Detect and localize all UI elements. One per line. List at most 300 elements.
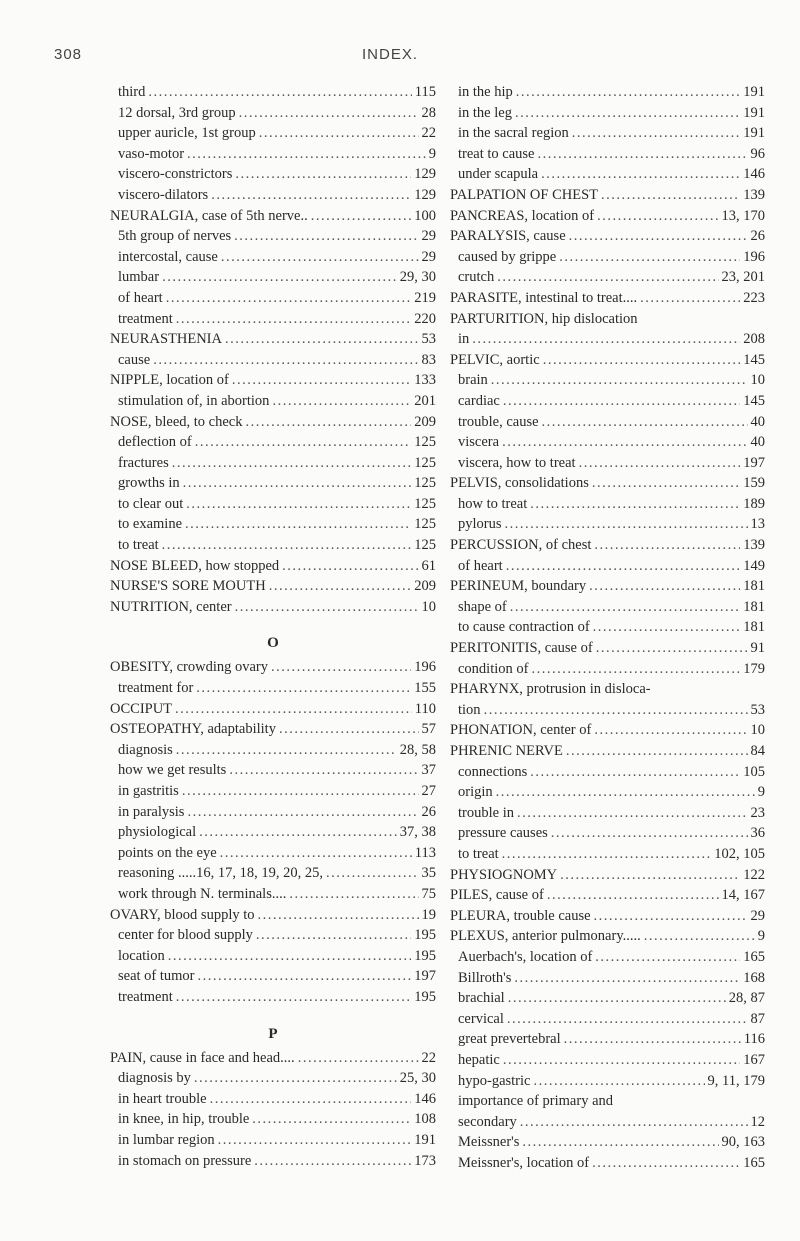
- index-subentry: [450, 947, 765, 968]
- page-reference: 191: [743, 104, 765, 121]
- entry-term: hypo-gastric: [458, 1072, 531, 1089]
- dot-leader: [272, 391, 411, 412]
- index-subentry: [110, 144, 436, 165]
- page-reference: 29: [750, 907, 765, 924]
- dot-leader: [162, 535, 412, 556]
- index-entry: [450, 288, 765, 309]
- index-subentry: [110, 760, 436, 781]
- entry-term: treat to cause: [458, 145, 535, 162]
- entry-term: treatment for: [118, 680, 194, 697]
- page-reference: 125: [414, 537, 436, 554]
- entry-term: origin: [458, 784, 493, 801]
- index-entry: [450, 473, 765, 494]
- page-reference: 9, 11, 179: [707, 1072, 765, 1089]
- dot-leader: [564, 1029, 741, 1050]
- page-reference: 13: [750, 516, 765, 533]
- page-reference: 53: [750, 701, 765, 718]
- dot-leader: [530, 494, 740, 515]
- entry-term: PELVIS, consolidations: [450, 475, 589, 492]
- entry-term: upper auricle, 1st group: [118, 125, 256, 142]
- entry-term: location: [118, 947, 165, 964]
- page-reference: 181: [743, 619, 765, 636]
- dot-leader: [579, 453, 741, 474]
- dot-leader: [279, 719, 419, 740]
- page-reference: 14, 167: [721, 887, 765, 904]
- entry-term: physiological: [118, 824, 197, 841]
- page-reference: 10: [750, 722, 765, 739]
- dot-leader: [220, 843, 412, 864]
- index-subentry: [110, 514, 436, 535]
- index-entry: [450, 185, 765, 206]
- page-title: INDEX.: [362, 46, 419, 63]
- index-subentry: [110, 288, 436, 309]
- page-reference: 146: [414, 1090, 436, 1107]
- page-reference: 129: [414, 166, 436, 183]
- page-reference: 28, 58: [399, 741, 436, 758]
- page-header: [0, 30, 800, 70]
- index-subentry: [110, 822, 436, 843]
- entry-term: of heart: [118, 289, 163, 306]
- index-column-right: [450, 82, 765, 1173]
- entry-term: cause: [118, 351, 151, 368]
- entry-term: brain: [458, 372, 488, 389]
- entry-term: NOSE, bleed, to check: [110, 413, 243, 430]
- index-subentry: [450, 1029, 765, 1050]
- index-subentry: [450, 617, 765, 638]
- entry-term: secondary: [458, 1113, 517, 1130]
- page-reference: 19: [421, 906, 436, 923]
- dot-leader: [595, 947, 740, 968]
- index-entry: [450, 226, 765, 247]
- page-reference: 139: [743, 537, 765, 554]
- entry-term: in knee, in hip, trouble: [118, 1111, 250, 1128]
- entry-term: great prevertebral: [458, 1031, 561, 1048]
- dot-leader: [187, 802, 418, 823]
- page-reference: 220: [414, 310, 436, 327]
- page-reference: 28: [421, 104, 436, 121]
- index-entry: [110, 329, 436, 350]
- entry-term: viscero-constrictors: [118, 166, 233, 183]
- entry-term: tion: [458, 701, 481, 718]
- page-reference: 145: [743, 351, 765, 368]
- index-subentry: [450, 988, 765, 1009]
- entry-term: PANCREAS, location of: [450, 207, 595, 224]
- dot-leader: [194, 1068, 397, 1089]
- dot-leader: [560, 865, 740, 886]
- index-subentry: [450, 659, 765, 680]
- dot-leader: [210, 1089, 412, 1110]
- index-subentry: [110, 103, 436, 124]
- index-entry: [110, 576, 436, 597]
- entry-term: treatment: [118, 988, 173, 1005]
- dot-leader: [185, 514, 411, 535]
- dot-leader: [497, 267, 718, 288]
- page-reference: 61: [421, 557, 436, 574]
- page-reference: 36: [750, 825, 765, 842]
- index-subentry: [450, 968, 765, 989]
- entry-term: 5th group of nerves: [118, 228, 232, 245]
- page-reference: 23, 201: [721, 269, 765, 286]
- index-entry: [450, 906, 765, 927]
- index-subentry: [110, 473, 436, 494]
- dot-leader: [258, 905, 419, 926]
- index-subentry: [450, 329, 765, 350]
- entry-term: OVARY, blood supply to: [110, 906, 255, 923]
- dot-leader: [543, 350, 741, 371]
- entry-term: Billroth's: [458, 969, 512, 986]
- dot-leader: [298, 1048, 419, 1069]
- dot-leader: [186, 494, 411, 515]
- dot-leader: [592, 1153, 740, 1174]
- page-reference: 40: [750, 434, 765, 451]
- index-subentry: [110, 453, 436, 474]
- dot-leader: [601, 185, 740, 206]
- index-subentry: [110, 494, 436, 515]
- entry-term: how we get results: [118, 762, 227, 779]
- index-subentry: [110, 781, 436, 802]
- dot-leader: [148, 82, 411, 103]
- page-reference: 90, 163: [721, 1134, 765, 1151]
- entry-term: in heart trouble: [118, 1090, 207, 1107]
- dot-leader: [183, 473, 412, 494]
- page-reference: 100: [414, 207, 436, 224]
- dot-leader: [182, 781, 419, 802]
- index-entry: [450, 885, 765, 906]
- index-subentry: [450, 1071, 765, 1092]
- page-reference: 9: [757, 928, 765, 945]
- entry-term: NUTRITION, center: [110, 598, 232, 615]
- dot-leader: [592, 473, 740, 494]
- entry-term: lumbar: [118, 269, 160, 286]
- index-subentry: [110, 391, 436, 412]
- dot-leader: [542, 412, 748, 433]
- entry-term: crutch: [458, 269, 495, 286]
- page-reference: 146: [743, 166, 765, 183]
- page-reference: 75: [421, 885, 436, 902]
- dot-leader: [510, 597, 741, 618]
- entry-term: PALPATION OF CHEST: [450, 186, 598, 203]
- dot-leader: [198, 966, 412, 987]
- page-reference: 27: [421, 783, 436, 799]
- entry-term: third: [118, 84, 146, 100]
- index-subentry: [450, 1153, 765, 1174]
- dot-leader: [503, 391, 740, 412]
- entry-term: Meissner's, location of: [458, 1154, 590, 1171]
- page-reference: 57: [421, 721, 436, 738]
- page-reference: 195: [414, 927, 436, 944]
- dot-leader: [218, 1130, 412, 1151]
- index-subentry: [450, 453, 765, 474]
- dot-leader: [502, 432, 747, 453]
- page-reference: 96: [750, 145, 765, 162]
- page-reference: 29, 30: [399, 269, 436, 286]
- page-reference: 191: [743, 84, 765, 100]
- page-reference: 9: [757, 784, 765, 801]
- index-subentry: [450, 597, 765, 618]
- dot-leader: [541, 164, 740, 185]
- index-subentry: [110, 432, 436, 453]
- page-reference: 83: [421, 351, 436, 368]
- index-entry: [110, 370, 436, 391]
- dot-leader: [176, 740, 397, 761]
- entry-term: importance of primary and: [458, 1093, 614, 1110]
- entry-term: to clear out: [118, 495, 184, 512]
- index-subentry: [110, 185, 436, 206]
- page-reference: 22: [421, 125, 436, 142]
- index-entry: [110, 556, 436, 577]
- index-subentry: [450, 267, 765, 288]
- index-subentry: [110, 350, 436, 371]
- page-reference: 22: [421, 1049, 436, 1066]
- page-reference: 125: [414, 434, 436, 451]
- index-entry: [110, 905, 436, 926]
- index-subentry: [450, 514, 765, 535]
- entry-term: points on the eye: [118, 844, 217, 861]
- index-subentry: [110, 802, 436, 823]
- index-subentry: [450, 782, 765, 803]
- entry-term: NURSE'S SORE MOUTH: [110, 578, 266, 595]
- index-subentry: [450, 556, 765, 577]
- dot-leader: [172, 453, 412, 474]
- entry-term: in stomach on pressure: [118, 1152, 252, 1169]
- index-subentry: [110, 1151, 436, 1172]
- page-reference: 23: [750, 804, 765, 821]
- page-number: 308: [54, 46, 83, 63]
- entry-term: PHYSIOGNOMY: [450, 866, 558, 883]
- dot-leader: [175, 699, 412, 720]
- page-reference: 165: [743, 1154, 765, 1171]
- page-reference: 125: [414, 516, 436, 533]
- dot-leader: [271, 657, 411, 678]
- page-reference: 35: [421, 865, 436, 882]
- dot-leader: [538, 144, 748, 165]
- index-subentry: [450, 82, 765, 103]
- page-reference: 37, 38: [399, 824, 436, 841]
- entry-term: PHARYNX, protrusion in disloca-: [450, 681, 651, 698]
- dot-leader: [522, 1132, 718, 1153]
- index-subentry: [110, 226, 436, 247]
- index-entry: [450, 206, 765, 227]
- dot-leader: [484, 700, 748, 721]
- dot-leader: [502, 844, 712, 865]
- dot-leader: [235, 597, 419, 618]
- index-subentry: [450, 391, 765, 412]
- page-reference: 139: [743, 186, 765, 203]
- index-entry: [450, 741, 765, 762]
- page-reference: 209: [414, 578, 436, 595]
- entry-term: OSTEOPATHY, adaptability: [110, 721, 276, 738]
- dot-leader: [239, 103, 419, 124]
- index-subentry: [450, 823, 765, 844]
- entry-term: PARALYSIS, cause: [450, 228, 566, 245]
- index-subentry: [110, 863, 436, 884]
- page-reference: 105: [743, 763, 765, 780]
- entry-term: condition of: [458, 660, 529, 677]
- dot-leader: [593, 617, 741, 638]
- dot-leader: [245, 412, 411, 433]
- dot-leader: [505, 514, 748, 535]
- page-reference: 195: [414, 988, 436, 1005]
- dot-leader: [640, 288, 740, 309]
- entry-term: connections: [458, 763, 528, 780]
- dot-leader: [269, 576, 412, 597]
- index-entry: [450, 679, 765, 700]
- page-reference: 13, 170: [721, 207, 765, 224]
- dot-leader: [166, 288, 412, 309]
- index-entry: [450, 638, 765, 659]
- dot-leader: [644, 926, 755, 947]
- entry-term: reasoning .....16, 17, 18, 19, 20, 25,: [118, 865, 323, 882]
- entry-term: PLEXUS, anterior pulmonary.....: [450, 928, 641, 945]
- entry-term: 12 dorsal, 3rd group: [118, 104, 236, 121]
- index-subentry: [110, 309, 436, 330]
- index-subentry: [110, 1089, 436, 1110]
- dot-leader: [282, 556, 418, 577]
- index-subentry: [450, 1132, 765, 1153]
- page-reference: 29: [421, 228, 436, 245]
- entry-term: deflection of: [118, 434, 192, 451]
- index-subentry: [450, 144, 765, 165]
- page-reference: 10: [421, 598, 436, 615]
- dot-leader: [176, 309, 411, 330]
- index-subentry: [450, 700, 765, 721]
- page-reference: 167: [743, 1051, 765, 1068]
- index-subentry: [110, 535, 436, 556]
- dot-leader: [254, 1151, 411, 1172]
- index-entry: [450, 865, 765, 886]
- dot-leader: [507, 1009, 748, 1030]
- dot-leader: [520, 1112, 748, 1133]
- index-subentry: [450, 1091, 765, 1112]
- index-subentry: [450, 762, 765, 783]
- entry-term: treatment: [118, 310, 173, 327]
- dot-leader: [572, 123, 741, 144]
- page-reference: 53: [421, 331, 436, 348]
- dot-leader: [569, 226, 748, 247]
- index-subentry: [450, 1009, 765, 1030]
- page-reference: 197: [743, 454, 765, 471]
- entry-term: PHONATION, center of: [450, 722, 592, 739]
- dot-leader: [594, 906, 748, 927]
- entry-term: PLEURA, trouble cause: [450, 907, 591, 924]
- entry-term: trouble in: [458, 804, 514, 821]
- index-subentry: [110, 123, 436, 144]
- dot-leader: [199, 822, 397, 843]
- dot-leader: [506, 556, 741, 577]
- entry-term: hepatic: [458, 1051, 500, 1068]
- index-subentry: [110, 678, 436, 699]
- page-reference: 125: [414, 475, 436, 492]
- dot-leader: [289, 884, 418, 905]
- dot-leader: [533, 1071, 704, 1092]
- page-reference: 110: [414, 700, 436, 717]
- dot-leader: [516, 82, 740, 103]
- entry-term: diagnosis: [118, 741, 173, 758]
- index-entry: [450, 535, 765, 556]
- page-reference: 133: [414, 372, 436, 389]
- index-subentry: [450, 432, 765, 453]
- entry-term: NOSE BLEED, how stopped: [110, 557, 280, 574]
- entry-term: how to treat: [458, 495, 528, 512]
- entry-term: in: [458, 331, 470, 348]
- dot-leader: [496, 782, 755, 803]
- entry-term: OCCIPUT: [110, 700, 173, 717]
- entry-term: Meissner's: [458, 1134, 520, 1151]
- dot-leader: [162, 267, 397, 288]
- page-reference: 149: [743, 557, 765, 574]
- entry-term: cervical: [458, 1010, 504, 1027]
- page-reference: 195: [414, 947, 436, 964]
- entry-term: in paralysis: [118, 803, 185, 820]
- index-subentry: [450, 1050, 765, 1071]
- entry-term: shape of: [458, 598, 507, 615]
- dot-leader: [234, 226, 418, 247]
- page-reference: 168: [743, 969, 765, 986]
- entry-term: work through N. terminals....: [118, 885, 287, 902]
- dot-leader: [594, 720, 747, 741]
- dot-leader: [514, 968, 740, 989]
- index-entry: [110, 657, 436, 678]
- page-reference: 102, 105: [714, 845, 765, 862]
- entry-term: PAIN, cause in face and head....: [110, 1049, 295, 1066]
- entry-term: PARASITE, intestinal to treat....: [450, 289, 638, 306]
- section-letter: P: [268, 1025, 278, 1042]
- index-entry: [110, 412, 436, 433]
- page-reference: 219: [414, 289, 436, 306]
- index-entry: [450, 926, 765, 947]
- dot-leader: [196, 678, 411, 699]
- page-reference: 122: [743, 866, 765, 883]
- dot-leader: [326, 863, 419, 884]
- page-reference: 181: [743, 578, 765, 595]
- page-reference: 29: [421, 248, 436, 265]
- page-reference: 40: [750, 413, 765, 430]
- index-subentry: [450, 412, 765, 433]
- entry-term: in gastritis: [118, 783, 179, 799]
- page-reference: 129: [414, 186, 436, 203]
- entry-term: caused by grippe: [458, 248, 557, 265]
- entry-term: under scapula: [458, 166, 539, 183]
- entry-term: to treat: [118, 537, 159, 554]
- entry-term: diagnosis by: [118, 1070, 191, 1087]
- index-subentry: [110, 247, 436, 268]
- entry-term: brachial: [458, 990, 505, 1007]
- index-subentry: [450, 370, 765, 391]
- page-reference: 181: [743, 598, 765, 615]
- entry-term: intercostal, cause: [118, 248, 218, 265]
- page-reference: 87: [750, 1010, 765, 1027]
- section-letter: O: [267, 635, 279, 652]
- index-subentry: [110, 82, 436, 103]
- page-reference: 165: [743, 948, 765, 965]
- dot-leader: [517, 803, 748, 824]
- index-entry: [450, 350, 765, 371]
- dot-leader: [256, 925, 411, 946]
- entry-term: in lumbar region: [118, 1131, 215, 1148]
- page-reference: 191: [743, 125, 765, 142]
- entry-term: NEURASTHENIA: [110, 331, 222, 348]
- dot-leader: [229, 760, 418, 781]
- entry-term: center for blood supply: [118, 927, 253, 944]
- index-subentry: [450, 844, 765, 865]
- dot-leader: [472, 329, 740, 350]
- dot-leader: [559, 247, 740, 268]
- entry-term: pressure causes: [458, 825, 548, 842]
- index-entry: [450, 720, 765, 741]
- page-reference: 113: [414, 844, 436, 861]
- entry-term: fractures: [118, 454, 169, 471]
- entry-term: PILES, cause of: [450, 887, 544, 904]
